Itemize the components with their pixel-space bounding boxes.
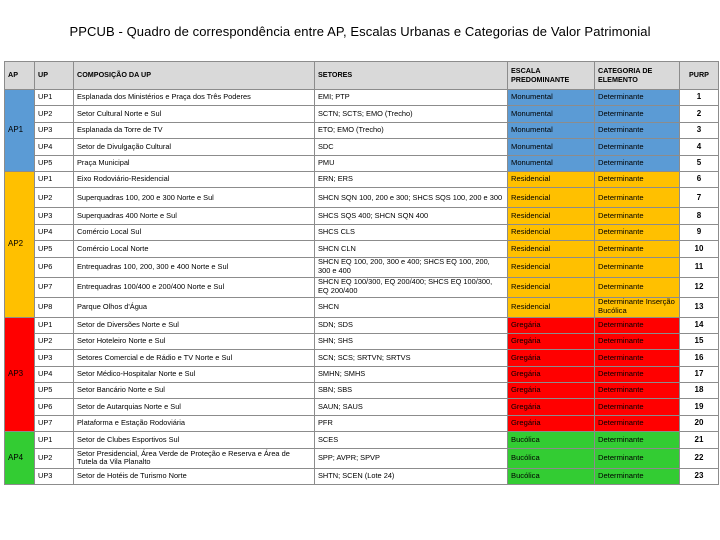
table-row [5, 257, 719, 277]
up-cell: UP6 [35, 257, 74, 277]
up-cell: UP3 [35, 468, 74, 484]
escala-cell: Gregária [508, 383, 595, 399]
header-up: UP [35, 62, 74, 90]
composicao-cell: Entrequadras 100/400 e 200/400 Norte e Sul [74, 277, 315, 297]
setores-cell: SHCN SQN 100, 200 e 300; SHCS SQS 100, 200 e 300 [315, 188, 508, 208]
escala-cell: Monumental [508, 106, 595, 122]
up-cell: UP3 [35, 208, 74, 224]
table-row [5, 317, 719, 333]
page-title: PPCUB - Quadro de correspondência entre AP, Escalas Urbanas e Categorias de Valor Patrimonial [69, 24, 651, 39]
categoria-cell: Determinante [595, 90, 680, 106]
purp-cell: 4 [680, 139, 719, 155]
escala-cell: Monumental [508, 155, 595, 171]
up-cell: UP1 [35, 432, 74, 448]
purp-cell: 16 [680, 350, 719, 366]
setores-cell: SDC [315, 139, 508, 155]
up-cell: UP8 [35, 297, 74, 317]
table-row [5, 297, 719, 317]
ap-cell: AP2 [5, 171, 35, 317]
composicao-cell: Setor Hoteleiro Norte e Sul [74, 333, 315, 349]
up-cell: UP3 [35, 350, 74, 366]
categoria-cell: Determinante [595, 208, 680, 224]
categoria-cell: Determinante [595, 366, 680, 382]
categoria-cell: Determinante [595, 139, 680, 155]
correspondence-table [4, 61, 719, 485]
escala-cell: Residencial [508, 297, 595, 317]
composicao-cell: Esplanada da Torre de TV [74, 122, 315, 138]
setores-cell: SCN; SCS; SRTVN; SRTVS [315, 350, 508, 366]
table-row [5, 448, 719, 468]
composicao-cell: Setor de Divulgação Cultural [74, 139, 315, 155]
setores-cell: SHN; SHS [315, 333, 508, 349]
purp-cell: 3 [680, 122, 719, 138]
purp-cell: 8 [680, 208, 719, 224]
escala-cell: Gregária [508, 415, 595, 431]
table-row [5, 399, 719, 415]
table-row [5, 106, 719, 122]
purp-cell: 13 [680, 297, 719, 317]
table-row [5, 122, 719, 138]
up-cell: UP2 [35, 188, 74, 208]
categoria-cell: Determinante [595, 317, 680, 333]
table-row [5, 383, 719, 399]
purp-cell: 15 [680, 333, 719, 349]
categoria-cell: Determinante [595, 448, 680, 468]
escala-cell: Gregária [508, 333, 595, 349]
escala-cell: Monumental [508, 139, 595, 155]
setores-cell: SMHN; SMHS [315, 366, 508, 382]
setores-cell: ETO; EMO (Trecho) [315, 122, 508, 138]
table-row [5, 277, 719, 297]
categoria-cell: Determinante [595, 383, 680, 399]
purp-cell: 10 [680, 241, 719, 257]
purp-cell: 17 [680, 366, 719, 382]
table-row [5, 241, 719, 257]
table-row [5, 208, 719, 224]
composicao-cell: Setor de Clubes Esportivos Sul [74, 432, 315, 448]
categoria-cell: Determinante [595, 155, 680, 171]
escala-cell: Monumental [508, 90, 595, 106]
header-escala: ESCALA PREDOMINANTE [508, 62, 595, 90]
table-row [5, 415, 719, 431]
up-cell: UP5 [35, 383, 74, 399]
escala-cell: Residencial [508, 277, 595, 297]
escala-cell: Gregária [508, 317, 595, 333]
up-cell: UP4 [35, 366, 74, 382]
table-row [5, 171, 719, 187]
table-row [5, 333, 719, 349]
setores-cell: PFR [315, 415, 508, 431]
up-cell: UP1 [35, 171, 74, 187]
up-cell: UP4 [35, 139, 74, 155]
categoria-cell: Determinante [595, 468, 680, 484]
setores-cell: SHCS CLS [315, 224, 508, 240]
composicao-cell: Plataforma e Estação Rodoviária [74, 415, 315, 431]
setores-cell: SPP; AVPR; SPVP [315, 448, 508, 468]
categoria-cell: Determinante [595, 415, 680, 431]
setores-cell: SDN; SDS [315, 317, 508, 333]
setores-cell: SHCN [315, 297, 508, 317]
composicao-cell: Entrequadras 100, 200, 300 e 400 Norte e Sul [74, 257, 315, 277]
header-composicao: COMPOSIÇÃO DA UP [74, 62, 315, 90]
header-row [5, 62, 719, 90]
categoria-cell: Determinante [595, 257, 680, 277]
table-row [5, 188, 719, 208]
up-cell: UP7 [35, 415, 74, 431]
categoria-cell: Determinante [595, 188, 680, 208]
up-cell: UP3 [35, 122, 74, 138]
up-cell: UP2 [35, 106, 74, 122]
setores-cell: SCES [315, 432, 508, 448]
table-row [5, 468, 719, 484]
setores-cell: SBN; SBS [315, 383, 508, 399]
composicao-cell: Parque Olhos d'Água [74, 297, 315, 317]
setores-cell: SHCN EQ 100, 200, 300 e 400; SHCS EQ 100, 200, 300 e 400 [315, 257, 508, 277]
escala-cell: Bucólica [508, 448, 595, 468]
categoria-cell: Determinante Inserção Bucólica [595, 297, 680, 317]
composicao-cell: Setor Médico-Hospitalar Norte e Sul [74, 366, 315, 382]
composicao-cell: Setor de Autarquias Norte e Sul [74, 399, 315, 415]
purp-cell: 1 [680, 90, 719, 106]
table-body [5, 90, 719, 485]
composicao-cell: Superquadras 100, 200 e 300 Norte e Sul [74, 188, 315, 208]
categoria-cell: Determinante [595, 333, 680, 349]
header-ap: AP [5, 62, 35, 90]
escala-cell: Gregária [508, 350, 595, 366]
purp-cell: 2 [680, 106, 719, 122]
setores-cell: SHCN EQ 100/300, EQ 200/400; SHCS EQ 100/300, EQ 200/400 [315, 277, 508, 297]
table-row [5, 366, 719, 382]
ap-cell: AP4 [5, 432, 35, 485]
escala-cell: Bucólica [508, 468, 595, 484]
setores-cell: SAUN; SAUS [315, 399, 508, 415]
header-setores: SETORES [315, 62, 508, 90]
categoria-cell: Determinante [595, 277, 680, 297]
up-cell: UP4 [35, 224, 74, 240]
categoria-cell: Determinante [595, 350, 680, 366]
purp-cell: 11 [680, 257, 719, 277]
up-cell: UP5 [35, 241, 74, 257]
purp-cell: 23 [680, 468, 719, 484]
table-row [5, 432, 719, 448]
table-row [5, 350, 719, 366]
escala-cell: Gregária [508, 399, 595, 415]
escala-cell: Residencial [508, 208, 595, 224]
up-cell: UP2 [35, 448, 74, 468]
purp-cell: 21 [680, 432, 719, 448]
composicao-cell: Setor Bancário Norte e Sul [74, 383, 315, 399]
purp-cell: 14 [680, 317, 719, 333]
header-categoria: CATEGORIA DE ELEMENTO [595, 62, 680, 90]
composicao-cell: Esplanada dos Ministérios e Praça dos Três Poderes [74, 90, 315, 106]
up-cell: UP5 [35, 155, 74, 171]
setores-cell: PMU [315, 155, 508, 171]
escala-cell: Residencial [508, 224, 595, 240]
purp-cell: 7 [680, 188, 719, 208]
header-purp: PURP [680, 62, 719, 90]
composicao-cell: Setor Cultural Norte e Sul [74, 106, 315, 122]
composicao-cell: Comércio Local Sul [74, 224, 315, 240]
purp-cell: 5 [680, 155, 719, 171]
up-cell: UP1 [35, 90, 74, 106]
escala-cell: Bucólica [508, 432, 595, 448]
escala-cell: Monumental [508, 122, 595, 138]
composicao-cell: Setor Presidencial, Área Verde de Proteção e Reserva e Área de Tutela da Vila Planalto [74, 448, 315, 468]
escala-cell: Residencial [508, 257, 595, 277]
categoria-cell: Determinante [595, 241, 680, 257]
setores-cell: SHTN; SCEN (Lote 24) [315, 468, 508, 484]
categoria-cell: Determinante [595, 106, 680, 122]
table-row [5, 90, 719, 106]
composicao-cell: Setor de Diversões Norte e Sul [74, 317, 315, 333]
escala-cell: Residencial [508, 241, 595, 257]
composicao-cell: Comércio Local Norte [74, 241, 315, 257]
table-row [5, 139, 719, 155]
ap-cell: AP3 [5, 317, 35, 432]
escala-cell: Residencial [508, 188, 595, 208]
setores-cell: SHCN CLN [315, 241, 508, 257]
purp-cell: 6 [680, 171, 719, 187]
up-cell: UP7 [35, 277, 74, 297]
composicao-cell: Setor de Hotéis de Turismo Norte [74, 468, 315, 484]
composicao-cell: Setores Comercial e de Rádio e TV Norte e Sul [74, 350, 315, 366]
composicao-cell: Praça Municipal [74, 155, 315, 171]
categoria-cell: Determinante [595, 122, 680, 138]
purp-cell: 20 [680, 415, 719, 431]
categoria-cell: Determinante [595, 224, 680, 240]
setores-cell: SCTN; SCTS; EMO (Trecho) [315, 106, 508, 122]
purp-cell: 12 [680, 277, 719, 297]
composicao-cell: Eixo Rodoviário-Residencial [74, 171, 315, 187]
categoria-cell: Determinante [595, 399, 680, 415]
table-row [5, 155, 719, 171]
up-cell: UP6 [35, 399, 74, 415]
purp-cell: 19 [680, 399, 719, 415]
up-cell: UP1 [35, 317, 74, 333]
composicao-cell: Superquadras 400 Norte e Sul [74, 208, 315, 224]
setores-cell: EMI; PTP [315, 90, 508, 106]
table-row [5, 224, 719, 240]
purp-cell: 9 [680, 224, 719, 240]
setores-cell: SHCS SQS 400; SHCN SQN 400 [315, 208, 508, 224]
categoria-cell: Determinante [595, 171, 680, 187]
escala-cell: Residencial [508, 171, 595, 187]
purp-cell: 18 [680, 383, 719, 399]
purp-cell: 22 [680, 448, 719, 468]
setores-cell: ERN; ERS [315, 171, 508, 187]
categoria-cell: Determinante [595, 432, 680, 448]
ap-cell: AP1 [5, 90, 35, 172]
escala-cell: Gregária [508, 366, 595, 382]
up-cell: UP2 [35, 333, 74, 349]
